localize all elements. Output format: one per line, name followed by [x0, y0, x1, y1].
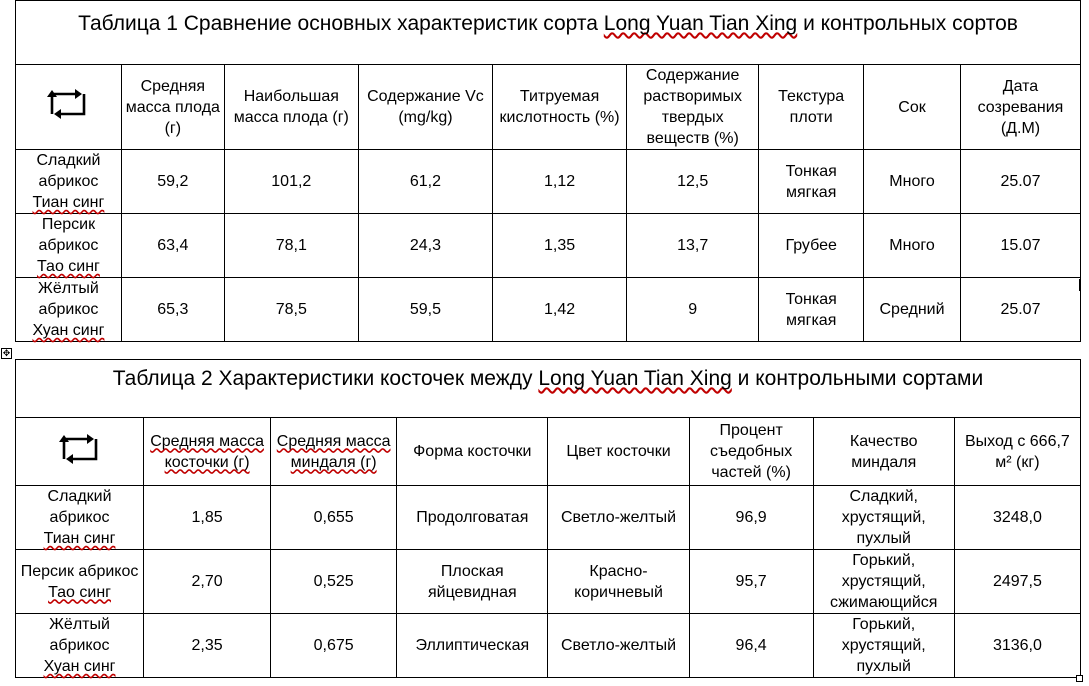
table-1-title: Таблица 1 Сравнение основных характеристик сорта Long Yuan Tian Xing и контрольных сортов — [16, 1, 1081, 65]
table-row — [16, 486, 1081, 550]
table-cell: 0,525 — [271, 550, 397, 614]
table-cell: 61,2 — [358, 150, 492, 214]
table-2-title: Таблица 2 Характеристики косточек между Long Yuan Tian Xing и контрольными сортами — [16, 360, 1081, 418]
table-2-header: Выход с 666,7 м² (кг) — [954, 418, 1080, 486]
table-cell: 95,7 — [689, 550, 813, 614]
table-1-corner-cell — [16, 65, 122, 150]
table-cell: 2,70 — [144, 550, 271, 614]
table-cell: 59,2 — [121, 150, 224, 214]
table-1-header: Содержание растворимых твердых веществ (%) — [627, 65, 759, 150]
table-2-header: Средняя масса миндаля (г) — [271, 418, 397, 486]
table-cell: 15.07 — [960, 214, 1080, 278]
table-cell: 12,5 — [627, 150, 759, 214]
table-cell: 2,35 — [144, 614, 271, 678]
table-cell: Тонкая мягкая — [759, 278, 864, 342]
row-label: Жёлтый абрикос Хуан синг — [16, 278, 122, 342]
table-cell: Много — [864, 150, 961, 214]
row-label: Персик абрикос Тао синг — [16, 550, 144, 614]
table-cell: Горький, хрустящий, сжимающийся — [813, 550, 954, 614]
cycle-arrows-icon — [46, 86, 90, 122]
table-2 — [15, 359, 1081, 678]
table-cell: Средний — [864, 278, 961, 342]
table-cell: 59,5 — [358, 278, 492, 342]
table-cell: 78,5 — [224, 278, 358, 342]
table-cell: 25.07 — [960, 150, 1080, 214]
table-cell: Горький, хрустящий, пухлый — [813, 614, 954, 678]
table-cell: Тонкая мягкая — [759, 150, 864, 214]
table-move-handle-icon[interactable]: ✥ — [2, 348, 11, 358]
table-1-header: Текстура плоти — [759, 65, 864, 150]
table-cell: 1,12 — [493, 150, 627, 214]
table-1-header: Титруемая кислотность (%) — [493, 65, 627, 150]
table-2-header: Цвет косточки — [548, 418, 689, 486]
table-1-header: Наибольшая масса плода (г) — [224, 65, 358, 150]
table-cell: 1,42 — [493, 278, 627, 342]
table-cell: Светло-желтый — [548, 486, 689, 550]
table-1-header: Содержание Vc (mg/kg) — [358, 65, 492, 150]
table-cell: Эллиптическая — [397, 614, 548, 678]
table-1-header: Средняя масса плода (г) — [121, 65, 224, 150]
table-cell: 0,655 — [271, 486, 397, 550]
table-cell: 65,3 — [121, 278, 224, 342]
table-cell: 1,85 — [144, 486, 271, 550]
row-label: Жёлтый абрикос Хуан синг — [16, 614, 144, 678]
table-row — [16, 550, 1081, 614]
table-resize-handle[interactable] — [1076, 675, 1083, 682]
table-cell: 1,35 — [493, 214, 627, 278]
table-cell: 3136,0 — [954, 614, 1080, 678]
table-cell: Продолговатая — [397, 486, 548, 550]
row-label: Персик абрикос Тао синг — [16, 214, 122, 278]
table-cell: Плоская яйцевидная — [397, 550, 548, 614]
table-row — [16, 150, 1081, 214]
table-row — [16, 614, 1081, 678]
table-cell: 96,9 — [689, 486, 813, 550]
table-2-corner-cell — [16, 418, 144, 486]
table-cell: 63,4 — [121, 214, 224, 278]
table-cell: Сладкий, хрустящий, пухлый — [813, 486, 954, 550]
table-2-header: Качество миндаля — [813, 418, 954, 486]
table-cell: 2497,5 — [954, 550, 1080, 614]
cycle-arrows-icon — [58, 431, 102, 467]
table-2-header: Процент съедобных частей (%) — [689, 418, 813, 486]
table-row — [16, 214, 1081, 278]
table-1-header: Сок — [864, 65, 961, 150]
table-cell: 25.07 — [960, 278, 1080, 342]
table-1 — [15, 0, 1081, 342]
table-1-header-row — [16, 65, 1081, 150]
table-cell: Много — [864, 214, 961, 278]
text-cursor — [1079, 279, 1081, 291]
table-cell: 96,4 — [689, 614, 813, 678]
table-2-header: Средняя масса косточки (г) — [144, 418, 271, 486]
table-2-header-row — [16, 418, 1081, 486]
table-cell: 78,1 — [224, 214, 358, 278]
row-label: Сладкий абрикос Тиан синг — [16, 486, 144, 550]
table-cell: Красно-коричневый — [548, 550, 689, 614]
table-cell: 9 — [627, 278, 759, 342]
table-cell: 3248,0 — [954, 486, 1080, 550]
table-1-header: Дата созревания (Д.М) — [960, 65, 1080, 150]
table-cell: Грубее — [759, 214, 864, 278]
table-cell: 24,3 — [358, 214, 492, 278]
table-2-header: Форма косточки — [397, 418, 548, 486]
table-cell: 101,2 — [224, 150, 358, 214]
table-cell: Светло-желтый — [548, 614, 689, 678]
table-row — [16, 278, 1081, 342]
row-label: Сладкий абрикос Тиан синг — [16, 150, 122, 214]
table-cell: 13,7 — [627, 214, 759, 278]
table-cell: 0,675 — [271, 614, 397, 678]
